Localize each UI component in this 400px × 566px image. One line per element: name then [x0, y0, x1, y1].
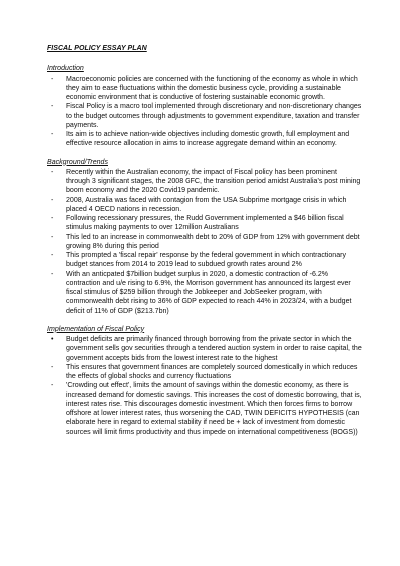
list-item: - Its aim is to achieve nation-wide objectives including domestic growth, full employment and effective resource allocation in aims to increase aggregate demand within an economy.	[47, 130, 362, 149]
list-item: - This ensures that government finances are completely sourced domestically in which reduces the effects of global shocks and currency fluctuations	[47, 363, 362, 382]
list-item: - Recently within the Australian economy, the impact of Fiscal policy has been prominent through 3 significant stages, the 2008 GFC, the transition period amidst Australia's post mining boom economy and the 2020 Covid19 pandemic.	[47, 168, 362, 196]
list-item: - 'Crowding out effect', limits the amount of savings within the domestic economy, as there is increased demand for domestic savings. This increases the cost of domestic borrowing, that is, interest rates rise. This discourages domestic investment. Which then forces firms to borrow offshore at lower interest rates, thus worsening the CAD, TWIN DEFICITS HYPOTHESIS (can elaborate here in regard to external stability if need be + lack of investment from domestic sources will limit firms productivity and thus impede on international competitiveness (BOGS))	[47, 381, 362, 437]
section-2	[47, 325, 362, 437]
list-item: - 2008, Australia was faced with contagion from the USA Subprime mortgage crisis in which placed 4 OECD nations in recession.	[47, 196, 362, 215]
document-title: FISCAL POLICY ESSAY PLAN	[47, 45, 147, 52]
list-item: - This led to an increase in commonwealth debt to 20% of GDP from 12% with government debt growing 8% during this period	[47, 233, 362, 252]
section-heading: Implementation of Fiscal Policy	[47, 325, 145, 333]
sections-container	[47, 64, 362, 437]
point-list	[47, 168, 362, 316]
point-list	[47, 75, 362, 149]
section-0	[47, 64, 362, 148]
list-item: - Fiscal Policy is a macro tool implemented through discretionary and non-discretionary changes to the budget outcomes through adjustments to government expenditure, taxation and transfer payments.	[47, 102, 362, 130]
list-item: - Following recessionary pressures, the Rudd Government implemented a $46 billion fiscal stimulus making payments to over 12million Australians	[47, 214, 362, 233]
section-heading: Background/Trends	[47, 158, 108, 166]
list-item: • Budget deficits are primarily financed through borrowing from the private sector in which the government sells gov securities through a tendered auction system in order to raise capital, the government accepts bids from the lowest interest rate to the highest	[47, 335, 362, 363]
list-item: - This prompted a 'fiscal repair' response by the federal government in which contractionary budget stances from 2014 to 2019 lead to subdued growth rates around 2%	[47, 251, 362, 270]
list-item: - Macroeconomic policies are concerned with the functioning of the economy as whole in which they aim to ease fluctuations within the domestic business cycle, providing a sustainable economic environment that is conductive of fostering sustainable economic growth.	[47, 75, 362, 103]
section-1	[47, 158, 362, 316]
section-heading: Introduction	[47, 65, 84, 73]
point-list	[47, 335, 362, 437]
list-item: - With an anticpated $7billion budget surplus in 2020, a domestic contraction of -6.2% contraction and u/e rising to 6.9%, the Morrison government has announced its largest ever fiscal stimulus of $259 billion through the Jobkeeper and JobSeeker program, with commonwealth debt rising to 36% of GDP expected to reach 44% in 2023/24, with a budget deficit of 11% of GDP ($213.7bn)	[47, 270, 362, 316]
